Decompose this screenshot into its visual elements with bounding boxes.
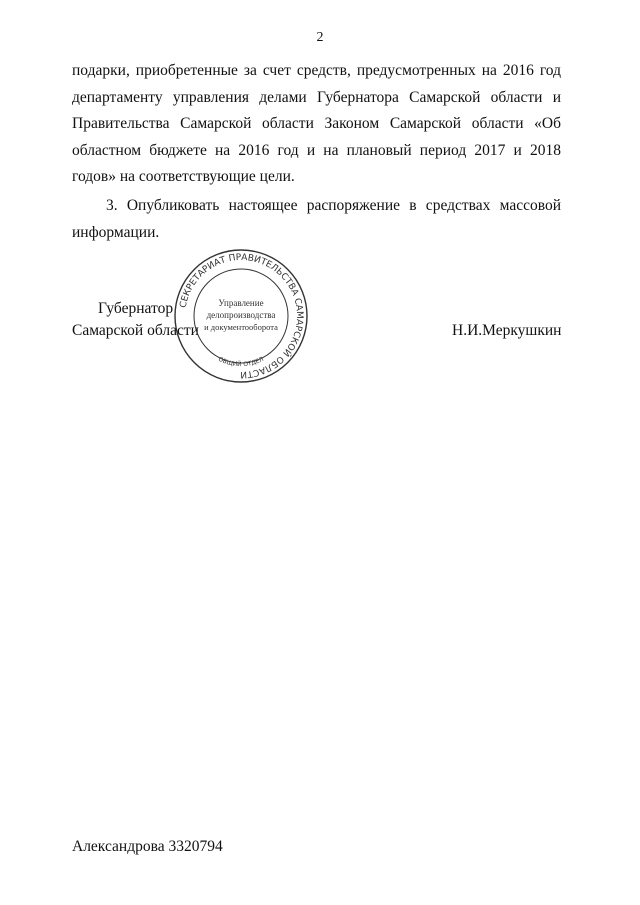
paragraph-continuation: подарки, приобретенные за счет средств, предусмотренных на 2016 год департаменту управления делами Губернатора Самарской области и Правительства Самарской области Законом Самарской области «Об областном бюджете на 2016 год и на плановый период 2017 и 2018 годов» на соответствующие цели. xyxy=(72,62,561,185)
seal-inner-line3: и документооборота xyxy=(204,322,278,332)
seal-inner-line2: делопроизводства xyxy=(206,310,276,320)
signatory-title-line1: Губернатор xyxy=(98,300,174,317)
official-seal xyxy=(173,248,309,384)
executor-contact: Александрова 3320794 xyxy=(72,838,223,855)
signatory-title-line2: Самарской области xyxy=(72,322,199,339)
paragraph-3: 3. Опубликовать настоящее распоряжение в средствах массовой информации. xyxy=(72,197,561,241)
signatory-name: Н.И.Меркушкин xyxy=(452,322,562,339)
page-number: 2 xyxy=(316,30,324,45)
seal-outer-text: СЕКРЕТАРИАТ ПРАВИТЕЛЬСТВА САМАРСКОЙ ОБЛАСТИ xyxy=(178,252,305,380)
seal-bottom-text: ОБЩИЙ ОТДЕЛ xyxy=(217,355,265,369)
seal-inner-line1: Управление xyxy=(218,298,264,308)
